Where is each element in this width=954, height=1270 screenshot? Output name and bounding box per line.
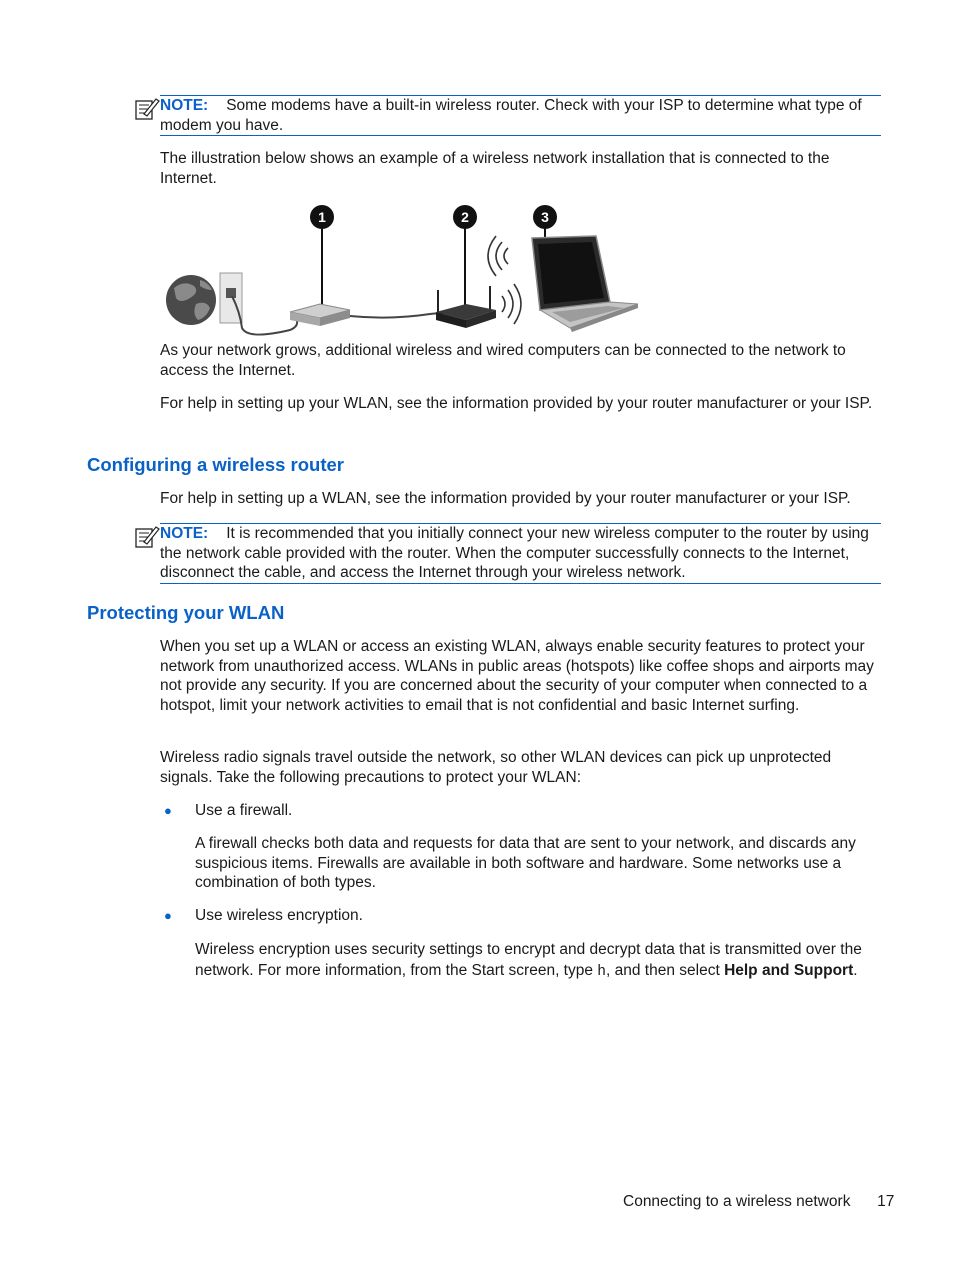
- laptop-icon: [532, 236, 638, 332]
- paragraph-illustration: The illustration below shows an example of a wireless network installation that is connected to the Internet.: [160, 150, 830, 187]
- page-number: 17: [877, 1193, 895, 1210]
- section-heading-configuring-router: Configuring a wireless router: [87, 454, 344, 475]
- globe-icon: [166, 275, 216, 325]
- bullet-encryption-title: Use wireless encryption.: [195, 907, 363, 924]
- note-text: It is recommended that you initially connect your new wireless computer to the router by using the network cable provided with the router. When the computer successfully connects to the Internet, disconnect the cable, and access the Internet through your wireless network.: [160, 525, 869, 581]
- network-illustration: [160, 200, 650, 340]
- note-label: NOTE:: [160, 97, 209, 114]
- note-icon: [134, 96, 160, 122]
- paragraph-network-grows: As your network grows, additional wireless and wired computers can be connected to the network to access the Internet.: [160, 342, 846, 379]
- footer-section-title: Connecting to a wireless network: [623, 1193, 851, 1210]
- note-icon: [134, 524, 160, 550]
- wifi-signal-icon: [488, 236, 508, 276]
- wifi-signal-icon: [502, 284, 521, 324]
- help-and-support-term: Help and Support: [724, 961, 854, 979]
- modem-icon: [290, 304, 350, 326]
- section-heading-protecting-wlan: Protecting your WLAN: [87, 602, 285, 623]
- note-network-cable: [160, 523, 881, 584]
- bullet-encryption-body: [195, 940, 885, 982]
- paragraph-radio-signals: Wireless radio signals travel outside the network, so other WLAN devices can pick up unprotected signals. Take the following precautions to protect your WLAN:: [160, 749, 832, 786]
- callout-2-label: 2: [461, 209, 469, 225]
- callout-1-label: 1: [318, 209, 326, 225]
- bullet-firewall-body: A firewall checks both data and requests for data that are sent to your network, and discards any suspicious items. Firewalls are available in both software and hardware. Some networks use a combination of both types.: [195, 835, 856, 891]
- page-footer: [623, 1192, 898, 1211]
- callout-3-label: 3: [541, 209, 549, 225]
- inline-code: h: [597, 963, 606, 980]
- paragraph-wlan-help: For help in setting up your WLAN, see the information provided by your router manufacturer or your ISP.: [160, 395, 873, 412]
- encryption-text-mid: , and then select: [606, 961, 725, 979]
- note-text: Some modems have a built-in wireless router. Check with your ISP to determine what type of modem you have.: [160, 97, 862, 134]
- encryption-text-end: .: [853, 961, 858, 979]
- bullet-marker: ●: [164, 803, 172, 818]
- encryption-text-start: Wireless encryption uses security settings to encrypt and decrypt data that is transmitted over the network. For more information, from the Start screen, type: [195, 941, 862, 979]
- paragraph-security-features: When you set up a WLAN or access an existing WLAN, always enable security features to protect your network from unauthorized access. WLANs in public areas (hotspots) like coffee shops and airports may not provide any security. If you are concerned about the security of your computer when connected to a hotspot, limit your network activities to email that is not confidential and basic Internet surfing.: [160, 638, 874, 714]
- bullet-marker: ●: [164, 908, 172, 923]
- note-label: NOTE:: [160, 525, 209, 542]
- paragraph-router-help: For help in setting up a WLAN, see the information provided by your router manufacturer or your ISP.: [160, 490, 851, 507]
- note-modem: [160, 95, 881, 136]
- bullet-firewall-title: Use a firewall.: [195, 802, 293, 819]
